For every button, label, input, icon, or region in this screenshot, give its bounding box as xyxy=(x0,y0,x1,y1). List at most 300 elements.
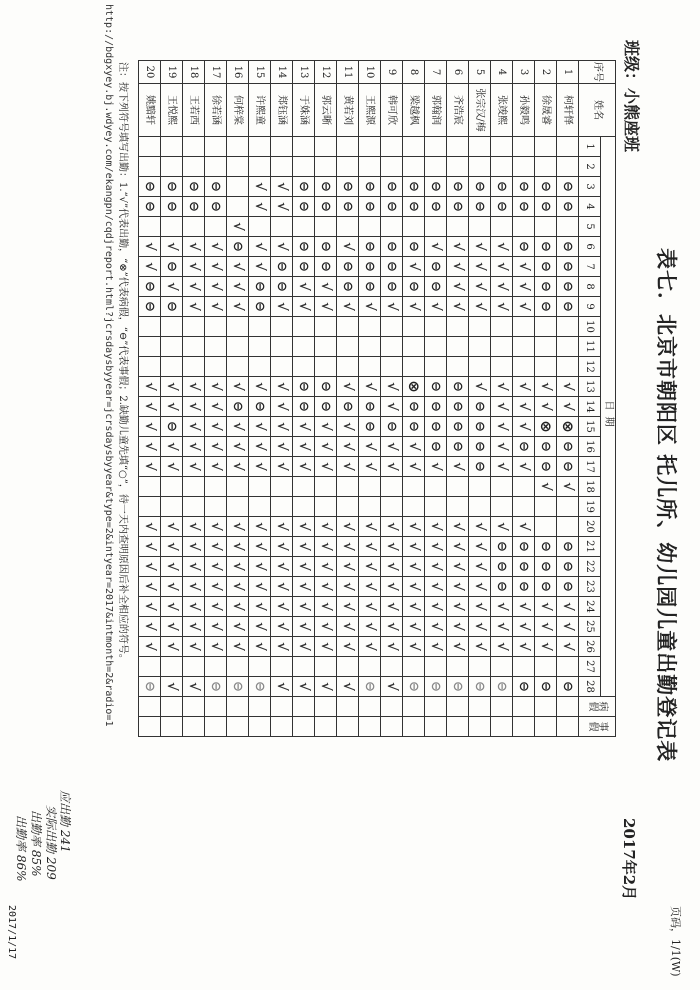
attendance-mark: √ xyxy=(142,522,157,531)
attendance-mark: ⊖ xyxy=(494,181,509,192)
day-cell xyxy=(249,177,271,197)
sick-count-cell xyxy=(161,697,183,717)
day-cell xyxy=(469,417,491,437)
attendance-mark: √ xyxy=(252,442,267,451)
day-cell xyxy=(161,437,183,457)
day-cell xyxy=(381,197,403,217)
attendance-mark: ⊖ xyxy=(406,241,421,252)
day-cell xyxy=(271,417,293,437)
child-name: 徐若涵 xyxy=(205,84,227,137)
day-cell xyxy=(271,337,293,357)
day-cell xyxy=(491,337,513,357)
attendance-mark: √ xyxy=(208,242,223,251)
table-row xyxy=(381,61,403,737)
day-cell xyxy=(205,557,227,577)
row-seq: 3 xyxy=(513,61,535,84)
attendance-mark: ⊖ xyxy=(560,581,575,592)
day-cell xyxy=(249,317,271,337)
day-cell xyxy=(249,137,271,157)
attendance-mark: √ xyxy=(186,282,201,291)
attendance-mark: √ xyxy=(186,402,201,411)
personal-count-cell xyxy=(557,717,579,737)
day-cell xyxy=(183,617,205,637)
day-cell xyxy=(293,277,315,297)
attendance-mark: √ xyxy=(164,242,179,251)
attendance-mark: √ xyxy=(296,602,311,611)
attendance-mark: √ xyxy=(296,422,311,431)
day-cell xyxy=(557,537,579,557)
day-cell xyxy=(227,337,249,357)
attendance-mark: √ xyxy=(274,642,289,651)
attendance-mark: √ xyxy=(362,382,377,391)
day-cell xyxy=(557,237,579,257)
sick-count-cell xyxy=(557,697,579,717)
day-cell xyxy=(249,437,271,457)
day-cell xyxy=(205,577,227,597)
day-cell xyxy=(227,297,249,317)
day-cell xyxy=(271,517,293,537)
day-cell xyxy=(403,217,425,237)
day-cell xyxy=(315,637,337,657)
attendance-mark: √ xyxy=(296,542,311,551)
day-cell xyxy=(359,297,381,317)
attendance-mark: ⊖ xyxy=(494,201,509,212)
attendance-mark: √ xyxy=(450,602,465,611)
table-row xyxy=(557,61,579,737)
attendance-mark: ⊖ xyxy=(142,681,157,692)
day-cell xyxy=(337,237,359,257)
day-cell xyxy=(513,457,535,477)
day-cell xyxy=(403,517,425,537)
day-cell xyxy=(337,197,359,217)
day-cell xyxy=(535,577,557,597)
day-header-cell: 22 xyxy=(579,557,601,577)
day-cell xyxy=(315,537,337,557)
attendance-mark: ⊖ xyxy=(428,401,443,412)
attendance-mark: √ xyxy=(296,442,311,451)
day-cell xyxy=(425,657,447,677)
day-cell xyxy=(359,337,381,357)
attendance-mark: ⊖ xyxy=(384,281,399,292)
day-cell xyxy=(469,277,491,297)
day-cell xyxy=(381,297,403,317)
attendance-mark: √ xyxy=(362,522,377,531)
day-cell xyxy=(359,497,381,517)
day-cell xyxy=(557,677,579,697)
day-cell xyxy=(161,177,183,197)
day-cell xyxy=(205,217,227,237)
day-cell xyxy=(513,197,535,217)
attendance-mark: √ xyxy=(516,382,531,391)
day-cell xyxy=(183,657,205,677)
attendance-mark: ⊖ xyxy=(560,441,575,452)
attendance-mark: √ xyxy=(406,582,421,591)
day-cell xyxy=(359,437,381,457)
personal-count-cell xyxy=(271,717,293,737)
attendance-mark: √ xyxy=(230,262,245,271)
row-seq: 4 xyxy=(491,61,513,84)
day-cell xyxy=(447,217,469,237)
day-cell xyxy=(513,257,535,277)
day-cell xyxy=(557,397,579,417)
day-cell xyxy=(249,537,271,557)
attendance-mark: ⊖ xyxy=(538,281,553,292)
day-cell xyxy=(139,497,161,517)
row-seq: 14 xyxy=(271,61,293,84)
day-cell xyxy=(183,277,205,297)
attendance-mark: √ xyxy=(340,622,355,631)
day-cell xyxy=(271,317,293,337)
personal-count-cell xyxy=(425,717,447,737)
day-cell xyxy=(359,157,381,177)
attendance-mark: ⊖ xyxy=(164,261,179,272)
day-cell xyxy=(183,437,205,457)
day-cell xyxy=(491,177,513,197)
attendance-mark: ⊖ xyxy=(186,181,201,192)
day-cell xyxy=(359,477,381,497)
attendance-mark: √ xyxy=(362,442,377,451)
attendance-mark: ⊖ xyxy=(538,561,553,572)
day-cell xyxy=(425,277,447,297)
attendance-mark: ⊖ xyxy=(516,201,531,212)
attendance-mark: √ xyxy=(252,622,267,631)
day-cell xyxy=(557,617,579,637)
day-cell xyxy=(557,637,579,657)
attendance-mark: √ xyxy=(494,622,509,631)
day-cell xyxy=(139,377,161,397)
personal-count-cell xyxy=(249,717,271,737)
attendance-mark: ⊖ xyxy=(318,241,333,252)
attendance-mark: ⊖ xyxy=(450,421,465,432)
day-cell xyxy=(381,577,403,597)
attendance-mark: √ xyxy=(384,582,399,591)
attendance-mark: √ xyxy=(450,462,465,471)
attendance-mark: √ xyxy=(186,462,201,471)
day-cell xyxy=(293,497,315,517)
attendance-mark: ⊖ xyxy=(142,281,157,292)
day-cell xyxy=(161,617,183,637)
day-cell xyxy=(315,497,337,517)
child-name: 齐浩宸 xyxy=(447,84,469,137)
day-cell xyxy=(535,537,557,557)
day-cell xyxy=(271,357,293,377)
attendance-mark: √ xyxy=(164,602,179,611)
day-cell xyxy=(403,437,425,457)
attendance-mark: √ xyxy=(186,442,201,451)
attendance-mark: √ xyxy=(142,242,157,251)
day-cell xyxy=(293,617,315,637)
attendance-mark: √ xyxy=(340,542,355,551)
attendance-mark: ⊖ xyxy=(406,201,421,212)
attendance-mark: ⊖ xyxy=(538,181,553,192)
personal-count-cell xyxy=(337,717,359,737)
attendance-mark: √ xyxy=(472,282,487,291)
attendance-mark: √ xyxy=(274,522,289,531)
attendance-mark: √ xyxy=(516,522,531,531)
day-cell xyxy=(139,277,161,297)
attendance-mark: ⊖ xyxy=(538,301,553,312)
attendance-mark: √ xyxy=(428,462,443,471)
day-cell xyxy=(139,517,161,537)
attendance-mark: √ xyxy=(142,562,157,571)
attendance-mark: √ xyxy=(560,602,575,611)
day-cell xyxy=(381,657,403,677)
day-cell xyxy=(139,577,161,597)
row-seq: 2 xyxy=(535,61,557,84)
day-cell xyxy=(271,277,293,297)
day-cell xyxy=(161,337,183,357)
row-seq: 9 xyxy=(381,61,403,84)
row-seq: 20 xyxy=(139,61,161,84)
day-cell xyxy=(161,257,183,277)
day-cell xyxy=(447,317,469,337)
attendance-mark: √ xyxy=(428,582,443,591)
day-cell xyxy=(359,177,381,197)
day-cell xyxy=(139,597,161,617)
day-cell xyxy=(513,557,535,577)
attendance-mark: √ xyxy=(340,382,355,391)
day-cell xyxy=(337,457,359,477)
day-cell xyxy=(337,517,359,537)
attendance-mark: √ xyxy=(164,282,179,291)
day-cell xyxy=(491,317,513,337)
personal-count-cell xyxy=(491,717,513,737)
attendance-mark: ⊖ xyxy=(516,561,531,572)
attendance-mark: ⊖ xyxy=(384,241,399,252)
day-cell xyxy=(337,577,359,597)
table-row xyxy=(425,61,447,737)
attendance-mark: ⊖ xyxy=(164,181,179,192)
attendance-mark: √ xyxy=(560,402,575,411)
day-cell xyxy=(293,237,315,257)
day-cell xyxy=(403,617,425,637)
day-cell xyxy=(447,177,469,197)
attendance-mark: √ xyxy=(230,422,245,431)
day-cell xyxy=(315,257,337,277)
day-cell xyxy=(205,237,227,257)
sick-count-cell xyxy=(447,697,469,717)
attendance-mark: √ xyxy=(142,442,157,451)
day-cell xyxy=(183,377,205,397)
attendance-mark: √ xyxy=(186,302,201,311)
attendance-mark: ⊖ xyxy=(472,441,487,452)
day-cell xyxy=(381,437,403,457)
day-cell xyxy=(139,437,161,457)
attendance-mark: √ xyxy=(428,542,443,551)
day-cell xyxy=(491,137,513,157)
table-row xyxy=(535,61,557,737)
day-cell xyxy=(337,177,359,197)
attendance-mark: √ xyxy=(450,282,465,291)
day-cell xyxy=(359,257,381,277)
day-cell xyxy=(469,577,491,597)
attendance-mark: √ xyxy=(230,382,245,391)
attendance-mark: √ xyxy=(494,602,509,611)
child-name: 王熙源 xyxy=(359,84,381,137)
source-url: http://bdgxyey.bj.wdyey.com/ekangpn/cqdjreport.html?jcrsdaysbyyear=jcrsdaysbyyear&type=2&intyear=2017&intmonth=2&radio=1 xyxy=(103,4,114,727)
attendance-mark: √ xyxy=(208,262,223,271)
day-cell xyxy=(249,197,271,217)
attendance-mark: √ xyxy=(384,522,399,531)
attendance-mark: √ xyxy=(384,602,399,611)
day-cell xyxy=(425,417,447,437)
table-row xyxy=(183,61,205,737)
day-cell xyxy=(139,637,161,657)
attendance-mark: √ xyxy=(142,422,157,431)
attendance-mark: √ xyxy=(164,382,179,391)
attendance-mark: √ xyxy=(384,642,399,651)
attendance-mark: √ xyxy=(296,642,311,651)
table-row xyxy=(315,61,337,737)
day-cell xyxy=(469,457,491,477)
day-cell xyxy=(271,637,293,657)
day-cell xyxy=(535,637,557,657)
attendance-mark: ⊖ xyxy=(516,681,531,692)
day-cell xyxy=(183,177,205,197)
day-cell xyxy=(315,517,337,537)
attendance-mark: ⊖ xyxy=(450,181,465,192)
day-cell xyxy=(359,237,381,257)
day-cell xyxy=(491,237,513,257)
day-cell xyxy=(425,637,447,657)
attendance-mark: √ xyxy=(230,302,245,311)
day-cell xyxy=(161,597,183,617)
child-name: 梁越枫 xyxy=(403,84,425,137)
day-cell xyxy=(469,297,491,317)
day-cell xyxy=(227,177,249,197)
attendance-mark: √ xyxy=(318,442,333,451)
day-cell xyxy=(271,677,293,697)
day-cell xyxy=(205,617,227,637)
day-cell xyxy=(513,157,535,177)
attendance-mark: ⊖ xyxy=(560,261,575,272)
row-seq: 19 xyxy=(161,61,183,84)
day-cell xyxy=(139,137,161,157)
day-cell xyxy=(271,177,293,197)
attendance-mark: ⊖ xyxy=(450,681,465,692)
day-cell xyxy=(227,457,249,477)
day-cell xyxy=(491,457,513,477)
attendance-mark: √ xyxy=(208,642,223,651)
attendance-mark: √ xyxy=(208,282,223,291)
day-cell xyxy=(469,637,491,657)
day-cell xyxy=(139,457,161,477)
day-cell xyxy=(469,397,491,417)
attendance-mark: √ xyxy=(362,642,377,651)
handwritten-note: 出勤率 86% xyxy=(14,815,28,882)
attendance-mark: ⊖ xyxy=(296,201,311,212)
day-cell xyxy=(513,177,535,197)
day-cell xyxy=(381,277,403,297)
day-cell xyxy=(293,537,315,557)
day-cell xyxy=(227,477,249,497)
day-cell xyxy=(337,297,359,317)
day-cell xyxy=(139,197,161,217)
attendance-mark: √ xyxy=(318,642,333,651)
day-cell xyxy=(161,317,183,337)
attendance-mark: √ xyxy=(164,622,179,631)
day-cell xyxy=(315,617,337,637)
attendance-mark: ⊖ xyxy=(340,401,355,412)
day-cell xyxy=(271,377,293,397)
child-name: 姚黯轩 xyxy=(139,84,161,137)
attendance-mark: √ xyxy=(340,682,355,691)
attendance-mark: ⊖ xyxy=(428,181,443,192)
attendance-mark: √ xyxy=(230,582,245,591)
row-seq: 15 xyxy=(249,61,271,84)
day-cell xyxy=(469,677,491,697)
attendance-mark: √ xyxy=(472,622,487,631)
day-cell xyxy=(183,197,205,217)
date-group-header: 日期 xyxy=(601,137,616,697)
day-cell xyxy=(557,437,579,457)
child-name: 王若西 xyxy=(183,84,205,137)
day-header-cell: 21 xyxy=(579,537,601,557)
attendance-mark: √ xyxy=(296,302,311,311)
table-row xyxy=(161,61,183,737)
attendance-mark: √ xyxy=(252,242,267,251)
day-cell xyxy=(271,657,293,677)
attendance-mark: √ xyxy=(516,262,531,271)
day-cell xyxy=(271,197,293,217)
day-cell xyxy=(513,417,535,437)
attendance-mark: √ xyxy=(450,262,465,271)
day-cell xyxy=(293,397,315,417)
day-cell xyxy=(513,337,535,357)
day-cell xyxy=(183,397,205,417)
attendance-mark: √ xyxy=(208,302,223,311)
day-cell xyxy=(205,497,227,517)
attendance-mark: √ xyxy=(538,642,553,651)
table-row xyxy=(447,61,469,737)
day-cell xyxy=(557,157,579,177)
day-cell xyxy=(227,417,249,437)
attendance-mark: √ xyxy=(208,542,223,551)
day-cell xyxy=(491,637,513,657)
attendance-mark: ⊖ xyxy=(516,241,531,252)
day-cell xyxy=(513,617,535,637)
attendance-mark: √ xyxy=(252,582,267,591)
attendance-mark: √ xyxy=(318,542,333,551)
day-cell xyxy=(249,657,271,677)
day-cell xyxy=(557,337,579,357)
day-cell xyxy=(183,217,205,237)
attendance-mark: √ xyxy=(340,562,355,571)
day-cell xyxy=(271,237,293,257)
day-cell xyxy=(161,677,183,697)
attendance-mark: √ xyxy=(296,582,311,591)
day-cell xyxy=(491,677,513,697)
day-cell xyxy=(139,617,161,637)
day-cell xyxy=(315,297,337,317)
day-cell xyxy=(447,417,469,437)
attendance-mark: √ xyxy=(318,282,333,291)
day-cell xyxy=(293,417,315,437)
day-cell xyxy=(513,437,535,457)
day-cell xyxy=(535,457,557,477)
day-cell xyxy=(337,617,359,637)
day-cell xyxy=(425,357,447,377)
day-header-cell: 16 xyxy=(579,437,601,457)
day-cell xyxy=(161,157,183,177)
attendance-mark: √ xyxy=(472,562,487,571)
day-header-cell: 5 xyxy=(579,217,601,237)
day-cell xyxy=(139,177,161,197)
attendance-mark: √ xyxy=(472,542,487,551)
day-cell xyxy=(491,517,513,537)
day-cell xyxy=(447,657,469,677)
day-cell xyxy=(161,217,183,237)
